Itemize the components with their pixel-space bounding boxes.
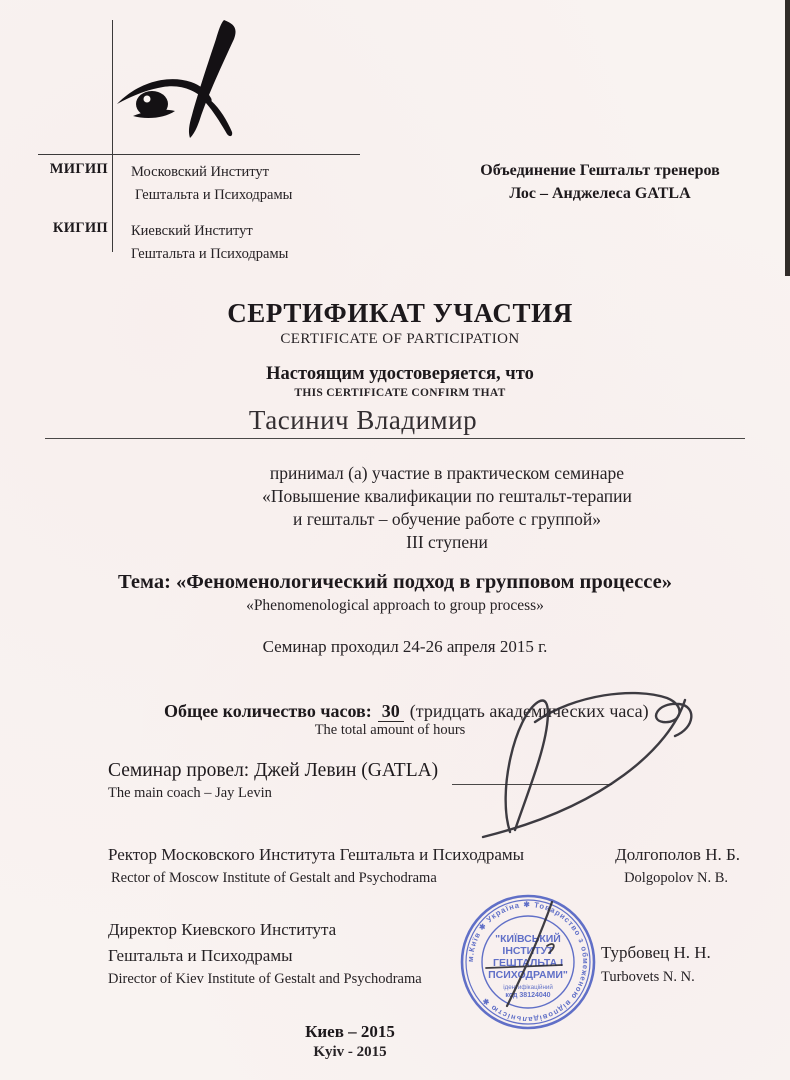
stamp-center-line4: ПСИХОДРАМИ" xyxy=(488,969,568,981)
gatla-header xyxy=(450,159,750,205)
rector-name-en: Dolgopolov N. B. xyxy=(624,870,728,886)
body-line3: и гештальт – обучение работе с группой» xyxy=(292,509,601,529)
kigip-name-line1: Киевский Институт xyxy=(131,223,253,239)
rector-name-ru: Долгополов Н. Б. xyxy=(615,845,740,864)
coach-en: The main coach – Jay Levin xyxy=(108,785,272,801)
institutes-block xyxy=(38,161,368,266)
hours-suffix: (тридцать академических часа) xyxy=(409,701,649,721)
director-name-block xyxy=(601,943,761,986)
stamp-center-line1: "КИЇВСЬКИЙ xyxy=(495,933,561,945)
stamp-id-code: код 38124040 xyxy=(505,992,551,999)
hours-en: The total amount of hours xyxy=(314,722,466,738)
footer-ru: Киев – 2015 xyxy=(305,1022,395,1041)
body-paragraph xyxy=(147,462,747,554)
body-line2: «Повышение квалификации по гештальт-терапии xyxy=(262,486,632,506)
director-name-ru: Турбовец Н. Н. xyxy=(601,943,711,962)
title-block xyxy=(95,298,705,348)
hours-label: Общее количество часов: xyxy=(164,701,372,721)
confirm-ru: Настоящим удостоверяется, что xyxy=(266,364,534,384)
confirm-en: THIS CERTIFICATE CONFIRM THAT xyxy=(294,387,506,399)
seminar-dates: Семинар проходил 24-26 апреля 2015 г. xyxy=(262,637,548,656)
kigip-abbr: КИГИП xyxy=(52,220,108,236)
kiev-institute-stamp xyxy=(452,886,604,1038)
hours-value: 30 xyxy=(378,701,404,722)
director-block xyxy=(108,920,508,988)
rector-row xyxy=(108,845,740,887)
director-role-en: Director of Kiev Institute of Gestalt and Psychodrama xyxy=(108,971,422,987)
rector-role-ru: Ректор Московского Института Гештальта и Психодрамы xyxy=(108,845,525,864)
migip-name-line2: Гештальта и Психодрамы xyxy=(135,187,293,203)
pupil-highlight xyxy=(144,96,151,103)
institute-kigip xyxy=(38,220,368,266)
director-name-en: Turbovets N. N. xyxy=(601,969,695,985)
participant-name-line xyxy=(45,438,745,439)
coach-ru: Семинар провел: Джей Левин (GATLA) xyxy=(108,760,439,781)
footer-block xyxy=(250,1022,450,1061)
title-en: CERTIFICATE OF PARTICIPATION xyxy=(280,331,520,347)
stamp-ring-text: м.Київ ✱ Україна ✱ Товариство з обмеженою відповідальністю ✱ xyxy=(465,899,591,1025)
gatla-line2: Лос – Анджелеса GATLA xyxy=(509,185,691,202)
eye-calligraphy-logo xyxy=(103,12,255,154)
header-horizontal-rule xyxy=(38,154,360,155)
gatla-line1: Объединение Гештальт тренеров xyxy=(480,162,720,179)
footer-en: Kyiv - 2015 xyxy=(313,1044,387,1060)
title-ru: СЕРТИФИКАТ УЧАСТИЯ xyxy=(227,298,573,328)
scan-edge-artifact xyxy=(785,0,790,276)
participant-name: Тасинич Владимир xyxy=(248,405,478,435)
director-role-ru2: Гештальта и Психодрамы xyxy=(108,946,293,965)
kigip-name-line2: Гештальта и Психодрамы xyxy=(131,246,289,262)
confirm-block xyxy=(100,364,700,399)
theme-ru: Тема: «Феноменологический подход в групповом процессе» xyxy=(118,571,672,593)
migip-name-line1: Московский Институт xyxy=(131,164,270,180)
director-role-ru1: Директор Киевского Института xyxy=(108,920,337,939)
body-line4: III ступени xyxy=(406,532,488,552)
stamp-id-label: ідентифікаційний xyxy=(503,984,553,991)
theme-en: «Phenomenological approach to group process» xyxy=(246,597,544,614)
rector-role-en: Rector of Moscow Institute of Gestalt and Psychodrama xyxy=(111,870,437,886)
stamp-center-line2: ІНСТИТУТ xyxy=(502,945,554,957)
coach-signature-ink xyxy=(435,672,715,847)
migip-abbr: МИГИП xyxy=(49,161,108,177)
theme-block xyxy=(0,571,790,615)
institute-migip xyxy=(38,161,368,207)
body-line1: принимал (а) участие в практическом семинаре xyxy=(269,463,625,483)
stamp-center-line3: ГЕШТАЛЬТА І xyxy=(493,957,563,969)
